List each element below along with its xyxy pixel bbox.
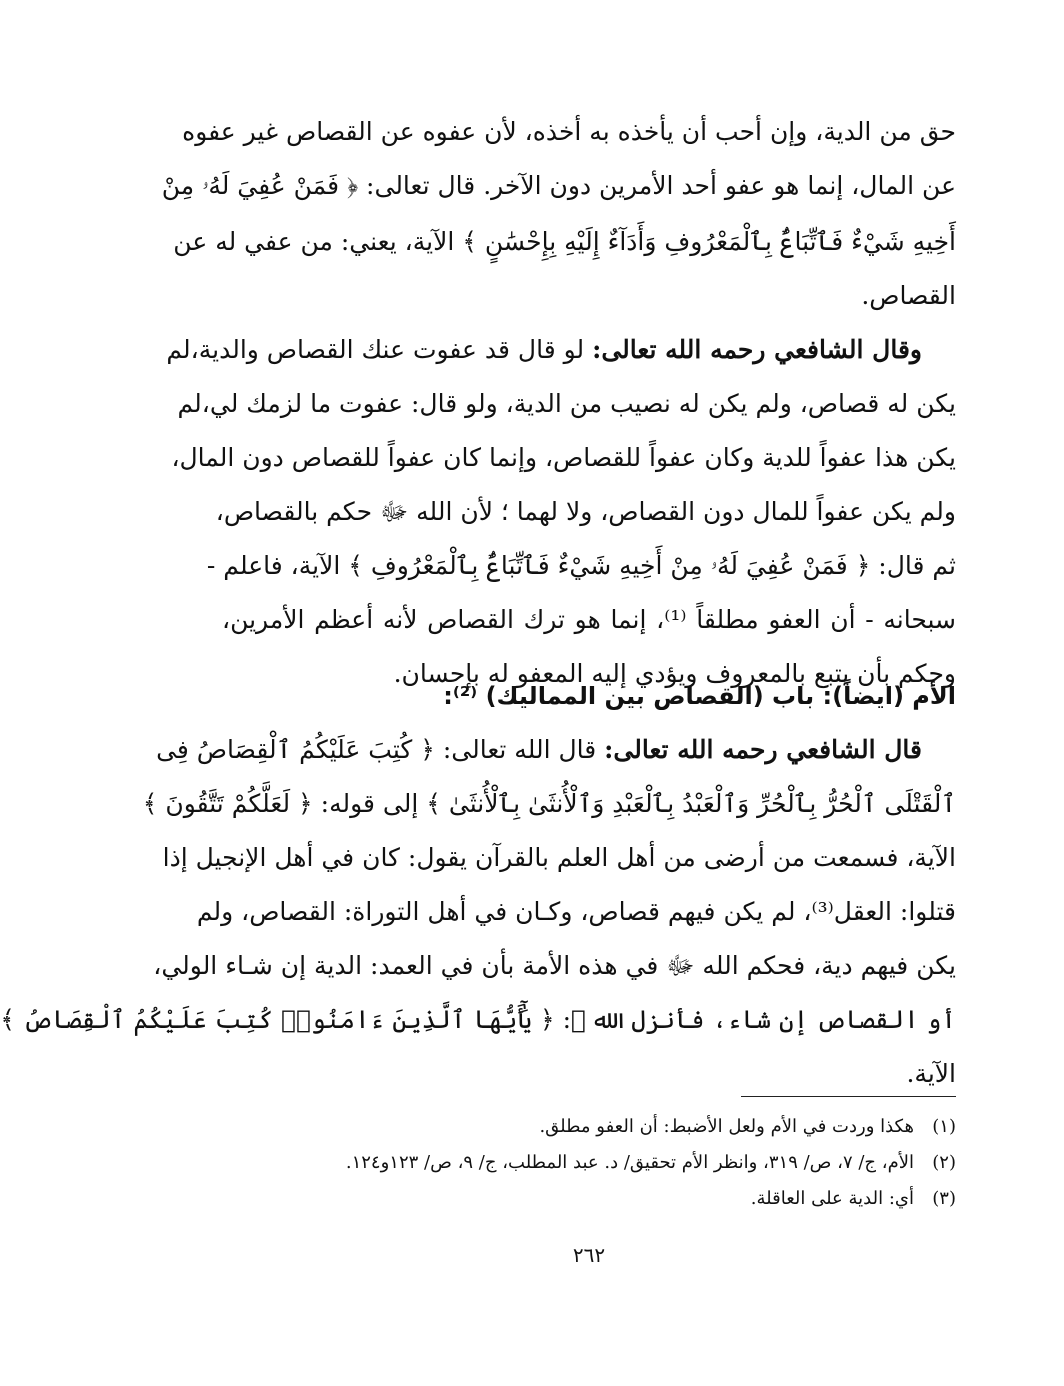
text-line: ولم يكن عفواً للمال دون القصاص، ولا لهما ؛ لأن الله ﷻ حكم بالقصاص، — [215, 497, 956, 526]
footnote-text: الأم، ج/ ٧، ص/ ٣١٩، وانظر الأم تحقيق/ د. عبد المطلب، ج/ ٩، ص/ ١٢٣و١٢٤. — [345, 1152, 914, 1173]
footnote — [216, 1182, 956, 1216]
section-heading: الأم (ايضاً): باب (القصاص بين المماليك) ⁽²⁾: — [443, 682, 956, 710]
text-line: حق من الدية، وإن أحب أن يأخذه به أخذه، لأن عفوه عن القصاص غير عفوه — [182, 117, 956, 146]
text-line: يكن هذا عفواً للدية وكان عفواً للقصاص، وإنما كان عفواً للقصاص دون المال، — [171, 443, 956, 472]
text-line: سبحانه - أن العفو مطلقاً ⁽¹⁾، إنما هو ترك القصاص لأنه أعظم الأمرين، — [222, 605, 956, 634]
text-line: وحكم بأن يتبع بالمعروف ويؤدي إليه المعفو له بإحسان. — [393, 659, 956, 688]
paragraph-first-line — [156, 722, 922, 778]
text-line: ثم قال: ﴿ فَمَنْ عُفِيَ لَهُۥ مِنْ أَخِيهِ شَيْءٌ فَٱتِّبَاعٌۢ بِٱلْمَعْرُوفِ ﴾ الآية، فاعلم - — [206, 551, 956, 580]
text-line: القصاص. — [861, 281, 956, 310]
footnote-text: هكذا وردت في الأم ولعل الأضبط: أن العفو مطلق. — [539, 1116, 914, 1137]
text-run: قال الله تعالى: ﴿ كُتِبَ عَلَيْكُمُ ٱلْقِصَاصُ فِى — [156, 735, 605, 764]
text-run: لو قال قد عفوت عنك القصاص والدية،لم — [166, 335, 593, 364]
paragraph-first-line — [166, 322, 922, 378]
footnote-divider — [741, 1096, 956, 1097]
text-line: الآية، فسمعت من أرضى من أهل العلم بالقرآن يقول: كان في أهل الإنجيل إذا — [162, 843, 956, 872]
footnote — [216, 1110, 956, 1144]
text-line: ٱلْقَتْلَى ٱلْحُرُّ بِٱلْحُرِّ وَٱلْعَبْدُ بِٱلْعَبْدِ وَٱلْأُنثَىٰ بِٱلْأُنثَىٰ ﴾ إلى قوله: ﴿ لَعَلَّكُمْ تَتَّقُونَ ﴾ — [142, 789, 956, 818]
speaker-lead: وقال الشافعي رحمه الله تعالى: — [592, 335, 922, 364]
text-line: أو القصاص إن شاء، فأنزل الله ﷻ: ﴿ يَٰٓأَيُّهَا ٱلَّذِينَ ءَامَنُوا۟ كُتِبَ عَلَيْكُمُ ٱلْقِصَاصُ ﴾ — [0, 1005, 956, 1034]
text-line: عن المال، إنما هو عفو أحد الأمرين دون الآخر. قال تعالى: ﴿ فَمَنْ عُفِيَ لَهُۥ مِنْ — [161, 171, 956, 200]
speaker-lead: قال الشافعي رحمه الله تعالى: — [604, 735, 922, 764]
text-line: أَخِيهِ شَيْءٌ فَٱتِّبَاعٌۢ بِٱلْمَعْرُوفِ وَأَدَآءٌ إِلَيْهِ بِإِحْسَٰنٍ ﴾ الآية، يعني: من عفي له عن — [173, 227, 956, 256]
footnote — [216, 1146, 956, 1180]
text-line: الآية. — [906, 1059, 956, 1088]
footnote-number: (٢) — [932, 1152, 956, 1173]
text-line: يكن فيهم دية، فحكم الله ﷻ في هذه الأمة بأن في العمد: الدية إن شـاء الولي، — [153, 951, 956, 980]
footnote-number: (٣) — [932, 1188, 956, 1209]
text-line: يكن له قصاص، ولم يكن له نصيب من الدية، ولو قال: عفوت ما لزمك لي،لم — [177, 389, 956, 418]
text-line: قتلوا: العقل⁽³⁾، لم يكن فيهم قصاص، وكـان في أهل التوراة: القصاص، ولم — [196, 897, 956, 926]
footnote-number: (١) — [932, 1116, 956, 1137]
page-number: ٢٦٢ — [572, 1243, 606, 1267]
footnote-text: أي: الدية على العاقلة. — [750, 1188, 914, 1209]
